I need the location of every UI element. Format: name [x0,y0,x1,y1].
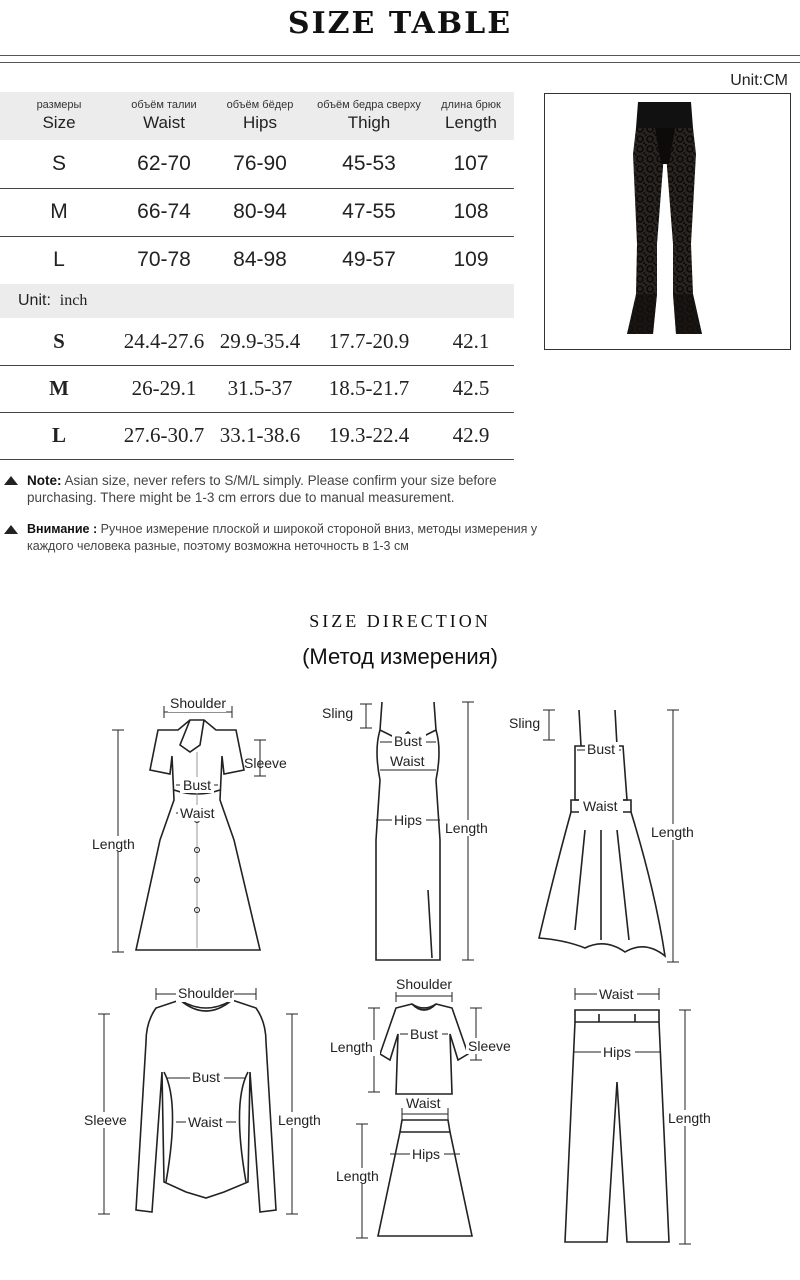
header-ru-length: длина брюк [441,99,501,111]
top-skirt-diagram [328,974,528,1246]
header-ru-size: размеры [36,99,82,111]
note-ru-text: Ручное измерение плоской и широкой стороной вниз, методы измерения у каждого человека разные, поэтому возможна неточность в 1-3 см [27,522,538,553]
cell-size: S [0,318,118,365]
header-ru-thigh: объём бедра сверху [317,99,421,111]
note-russian [0,521,560,555]
shirt-dress-diagram [80,690,310,970]
cell-thigh: 49-57 [342,248,396,272]
cell-waist: 27.6-30.7 [118,412,210,459]
label-length: Length [92,836,135,852]
cell-thigh: 19.3-22.4 [310,412,428,459]
label-waist: Waist [188,1114,223,1130]
note-label: Note: [27,473,62,488]
label-shoulder: Shoulder [170,695,227,711]
cell-thigh: 45-53 [310,140,428,188]
title-rule-top [0,55,800,56]
title-rule-bottom [0,62,800,63]
label-waist: Waist [390,753,425,769]
size-direction-subtitle: (Метод измерения) [302,644,498,669]
label-length: Length [330,1039,373,1055]
label-bust: Bust [192,1069,221,1085]
cell-size: M [0,365,118,412]
label-waist: Waist [180,805,215,821]
label-bust: Bust [410,1026,439,1042]
pants-diagram [555,982,775,1252]
label-waist: Waist [406,1095,441,1111]
cell-hips: 33.1-38.6 [210,412,310,459]
cell-length: 108 [428,188,514,236]
label-hips: Hips [603,1044,632,1060]
cell-thigh: 17.7-20.9 [310,318,428,365]
size-direction-title: SIZE DIRECTION [309,611,491,631]
label-sleeve: Sleeve [84,1112,127,1128]
cell-length: 42.5 [428,365,514,412]
cell-hips: 29.9-35.4 [210,318,310,365]
label-shoulder: Shoulder [178,985,235,1001]
cell-size: L [53,248,65,272]
note-english [0,472,560,506]
cell-waist: 24.4-27.6 [118,318,210,365]
table-row [0,140,514,188]
header-waist: Waist [143,113,185,132]
label-shoulder: Shoulder [396,976,453,992]
label-bust: Bust [183,777,212,793]
label-length: Length [651,824,694,840]
header-ru-hips: объём бёдер [226,99,294,111]
label-hips: Hips [412,1146,441,1162]
label-hips: Hips [394,812,423,828]
label-sling: Sling [322,705,354,721]
cell-hips: 76-90 [210,140,310,188]
header-hips: Hips [242,113,277,132]
triangle-icon [4,525,18,534]
unit-cm-label: Unit:CM [730,72,788,89]
cell-length: 107 [428,140,514,188]
table-row [0,365,514,412]
cell-size: S [0,140,118,188]
header-length: Length [445,113,497,132]
label-length: Length [445,820,488,836]
cell-length: 109 [453,248,489,272]
bodysuit-diagram [80,982,340,1222]
size-table-title: SIZE TABLE [287,6,513,41]
strap-dress-diagram [505,690,725,970]
label-bust: Bust [587,741,616,757]
cell-thigh: 47-55 [310,188,428,236]
table-row [0,236,514,284]
size-table-header [0,92,514,140]
label-bust: Bust [394,733,423,749]
unit-inch-row [0,284,514,318]
label-waist: Waist [583,798,618,814]
header-ru-waist: объём талии [131,99,197,111]
table-row [0,188,514,236]
label-sleeve: Sleeve [244,755,287,771]
cell-waist: 70-78 [137,248,191,272]
unit-inch-label: Unit: [18,292,51,309]
cell-size: M [0,188,118,236]
product-photo [544,93,791,350]
label-length: Length [336,1168,379,1184]
label-sling: Sling [509,715,541,731]
cell-length: 42.1 [428,318,514,365]
label-length: Length [278,1112,321,1128]
label-length: Length [668,1110,711,1126]
label-sleeve: Sleeve [468,1038,511,1054]
label-waist: Waist [599,986,634,1002]
cell-hips: 31.5-37 [210,365,310,412]
note-text: Asian size, never refers to S/M/L simply. Please confirm your size before purchasing. There might be 1-3 cm errors due to manual measurement. [27,473,497,505]
cell-waist: 26-29.1 [118,365,210,412]
cell-hips: 80-94 [210,188,310,236]
unit-inch-value: inch [59,292,88,309]
lace-flare-pants-image [545,94,790,349]
cell-waist: 66-74 [118,188,210,236]
triangle-icon [4,476,18,485]
table-row [0,412,514,459]
cell-hips: 84-98 [233,248,287,272]
cell-size: L [0,412,118,459]
header-thigh: Thigh [347,113,391,132]
size-table [0,92,514,460]
cell-waist: 62-70 [118,140,210,188]
cell-length: 42.9 [428,412,514,459]
cell-thigh: 18.5-21.7 [310,365,428,412]
note-ru-label: Внимание : [27,522,98,536]
header-size: Size [42,113,76,132]
sling-dress-diagram [318,690,508,970]
table-row [0,318,514,365]
